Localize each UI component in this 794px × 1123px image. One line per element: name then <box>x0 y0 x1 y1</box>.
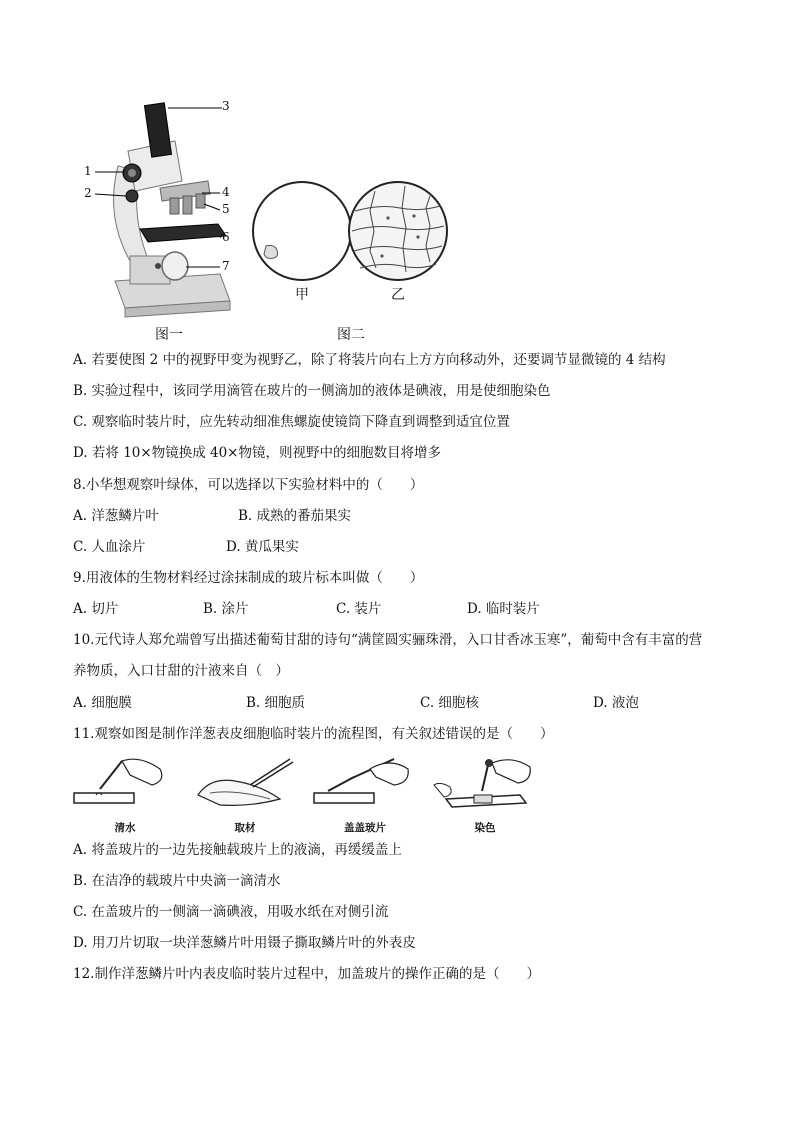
q9-option-b: B. 涂片 <box>203 601 249 617</box>
q7-option-b: B. 实验过程中，该同学用滴管在玻片的一侧滴加的液体是碘液，用是使细胞染色 <box>73 383 551 399</box>
label-7: 7 <box>222 259 230 273</box>
microscope-illustration <box>70 96 490 346</box>
q7-option-a: A. 若要使图 2 中的视野甲变为视野乙，除了将装片向右上方方向移动外，还要调节显微镜的 4 结构 <box>73 352 666 368</box>
q10-option-a: A. 细胞膜 <box>73 695 132 711</box>
q10-option-b: B. 细胞质 <box>246 695 306 711</box>
q8-stem: 8.小华想观察叶绿体，可以选择以下实验材料中的（ ） <box>73 477 424 493</box>
q11-option-b: B. 在洁净的载玻片中央滴一滴清水 <box>73 873 281 889</box>
label-5: 5 <box>222 202 230 216</box>
q12-stem: 12.制作洋葱鳞片叶内表皮临时装片过程中，加盖玻片的操作正确的是（ ） <box>73 966 540 982</box>
q10-option-c: C. 细胞核 <box>420 695 479 711</box>
q11-option-a: A. 将盖玻片的一边先接触载玻片上的液滴，再缓缓盖上 <box>73 842 402 858</box>
q11-stem: 11.观察如图是制作洋葱表皮细胞临时装片的流程图，有关叙述错误的是（ ） <box>73 726 554 742</box>
q9-stem: 9.用液体的生物材料经过涂抹制成的玻片标本叫做（ ） <box>73 570 424 586</box>
q8-option-a: A. 洋葱鳞片叶 <box>73 508 159 524</box>
tweezers-peel-illustration <box>190 755 300 817</box>
q9-option-a: A. 切片 <box>73 601 119 617</box>
step-label-clear-water: 清水 <box>114 822 136 834</box>
figure-caption-2: 图二 <box>337 327 365 343</box>
q9-option-d: D. 临时装片 <box>467 601 540 617</box>
label-6: 6 <box>222 230 230 244</box>
q11-option-c: C. 在盖玻片的一侧滴一滴碘液，用吸水纸在对侧引流 <box>73 904 389 920</box>
q10-stem-line-2: 养物质，入口甘甜的汁液来自（ ） <box>73 663 289 679</box>
q8-option-d: D. 黄瓜果实 <box>226 539 299 555</box>
label-4: 4 <box>222 185 230 199</box>
step-label-staining: 染色 <box>474 822 496 834</box>
q7-option-d: D. 若将 10×物镜换成 40×物镜，则视野中的细胞数目将增多 <box>73 445 441 461</box>
label-1: 1 <box>84 164 92 178</box>
step-label-cover-slip: 盖盖玻片 <box>344 822 386 834</box>
q8-option-c: C. 人血涂片 <box>73 539 146 555</box>
microscope-figure <box>70 96 490 346</box>
staining-illustration <box>430 755 540 817</box>
q10-option-d: D. 液泡 <box>593 695 639 711</box>
label-2: 2 <box>84 186 92 200</box>
step-label-take-material: 取材 <box>234 822 256 834</box>
step-clear-water <box>70 755 180 835</box>
step-cover-slip <box>310 755 420 835</box>
step-take-material <box>190 755 300 835</box>
cover-slip-illustration <box>310 755 420 817</box>
q9-option-c: C. 装片 <box>336 601 382 617</box>
q10-stem-line-1: 10.元代诗人郑允端曾写出描述葡萄甘甜的诗句“满筐圆实骊珠滑，入口甘香冰玉寒”，葡萄中含有丰富的营 <box>73 632 703 648</box>
step-staining <box>430 755 540 835</box>
q8-option-b: B. 成熟的番茄果实 <box>238 508 352 524</box>
view-label-yi: 乙 <box>391 287 405 303</box>
q11-procedure-figure <box>70 755 550 835</box>
dropper-slide-illustration <box>70 755 180 817</box>
label-3: 3 <box>222 99 230 113</box>
view-label-jia: 甲 <box>295 287 309 303</box>
figure-caption-1: 图一 <box>155 327 183 343</box>
q7-option-c: C. 观察临时装片时，应先转动细准焦螺旋使镜筒下降直到调整到适宜位置 <box>73 414 510 430</box>
q11-option-d: D. 用刀片切取一块洋葱鳞片叶用镊子撕取鳞片叶的外表皮 <box>73 935 416 951</box>
